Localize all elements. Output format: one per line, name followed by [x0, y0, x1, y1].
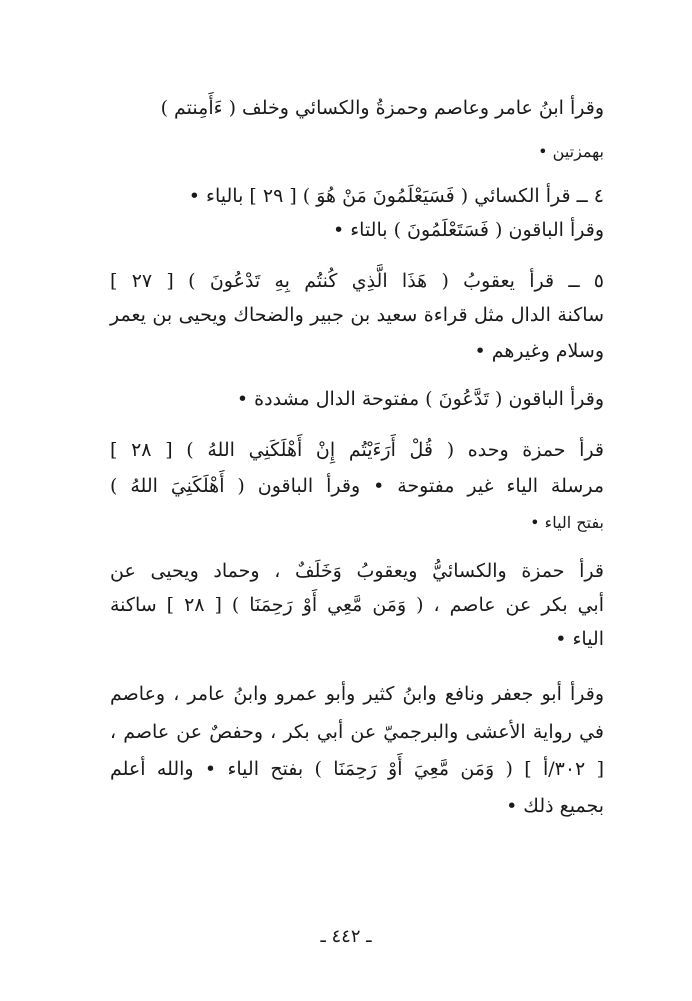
text-line-7: وسلام وغيرهم •: [474, 340, 604, 362]
text-line-5: ٥ ــ قرأ يعقوبُ ( هَذَا الَّذِي كُنتُم بِهِ تَدْعُونَ ) [ ٢٧ ]: [110, 270, 605, 292]
text-line-18: بجميع ذلك •: [506, 795, 604, 817]
text-line-3: ٤ ــ قرأ الكسائي ( فَسَيَعْلَمُونَ مَنْ هُوَ ) [ ٢٩ ] بالياء •: [188, 185, 604, 207]
text-line-1: وقرأ ابنُ عامر وعاصم وحمزةُ والكسائي وخلف ( ءَأَمِنتم ): [160, 97, 604, 119]
text-line-9: قرأ حمزة وحده ( قُلْ أَرَءَيْتُم إِنْ أَهْلَكَنِي اللهُ ) [ ٢٨ ]: [110, 439, 604, 461]
text-line-2: بهمزتين •: [538, 142, 604, 161]
text-line-6: ساكنة الدال مثل قراءة سعيد بن جبير والضحاك ويحيى بن يعمر: [110, 304, 604, 326]
text-line-15: وقرأ أبو جعفر ونافع وابنُ كثير وأبو عمرو وابنُ عامر ، وعاصم: [110, 683, 604, 705]
text-line-11: بفتح الياء •: [530, 513, 604, 532]
text-line-16: في رواية الأعشى والبرجميّ عن أبي بكر ، وحفصٌ عن عاصم ،: [110, 721, 604, 743]
text-line-10: مرسلة الياء غير مفتوحة • وقرأ الباقون ( أَهْلَكَنِيَ اللهُ ): [110, 475, 604, 497]
text-line-14: الياء •: [555, 628, 604, 650]
text-line-17: [ ٣٠٢/أ ] ( وَمَن مَّعِيَ أَوْ رَحِمَنَا ) بفتح الياء • والله أعلم: [110, 758, 605, 780]
text-line-8: وقرأ الباقون ( تَدَّعُونَ ) مفتوحة الدال مشددة •: [236, 388, 604, 410]
text-line-4: وقرأ الباقون ( فَسَتَعْلَمُونَ ) بالتاء •: [332, 219, 604, 241]
page-number: ـ ٤٤٢ ـ: [320, 926, 372, 947]
text-line-13: أبي بكر عن عاصم ، ( وَمَن مَّعِي أَوْ رَحِمَنَا ) [ ٢٨ ] ساكنة: [110, 594, 605, 616]
text-line-12: قرأ حمزة والكسائيُّ ويعقوبُ وَخَلَفٌ ، وحماد ويحيى عن: [110, 560, 604, 582]
